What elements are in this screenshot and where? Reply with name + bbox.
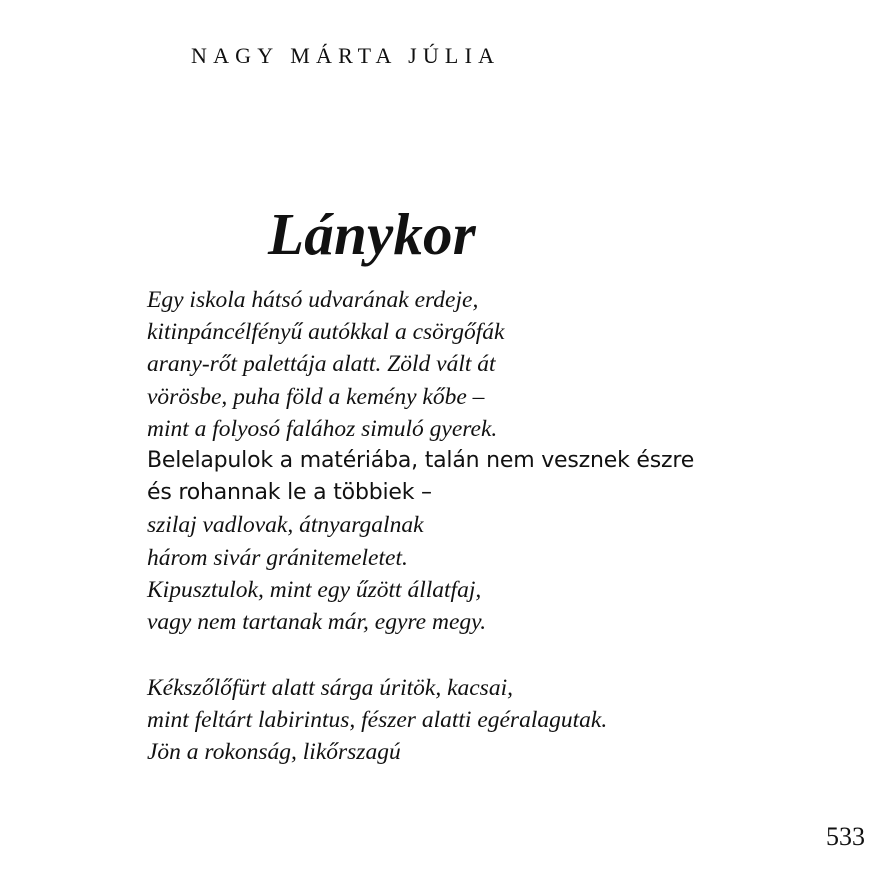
poem-stanza-1	[147, 284, 694, 638]
poem-line: Jön a rokonság, likőrszagú	[147, 739, 401, 766]
poem-line: kitinpáncélfényű autókkal a csörgőfák	[147, 319, 505, 346]
poem-line: mint feltárt labirintus, fészer alatti egéralagutak.	[147, 707, 608, 734]
poem-line: vörösbe, puha föld a kemény kőbe –	[147, 383, 485, 410]
poem-line: mint a folyosó falához simuló gyerek.	[147, 415, 498, 442]
poem-line: Belelapulok a matériába, talán nem vesznek észre	[147, 447, 695, 473]
poem-line: három sivár gránitemeletet.	[147, 544, 408, 571]
poem-line: arany-rőt palettája alatt. Zöld vált át	[147, 351, 496, 378]
poem-line: és rohannak le a többiek –	[147, 480, 432, 506]
poem-title: Lánykor	[268, 200, 476, 267]
poem-line: Kipusztulok, mint egy űzött állatfaj,	[147, 576, 482, 603]
poem-stanza-2	[147, 672, 607, 769]
poem-line: Egy iskola hátsó udvarának erdeje,	[147, 287, 479, 313]
poem-line: Kékszőlőfürt alatt sárga úritök, kacsai,	[147, 675, 513, 701]
page-number: 533	[826, 822, 865, 851]
author-name: NAGY MÁRTA JÚLIA	[191, 43, 501, 68]
poem-line: vagy nem tartanak már, egyre megy.	[147, 608, 487, 635]
poem-line: szilaj vadlovak, átnyargalnak	[147, 512, 424, 539]
